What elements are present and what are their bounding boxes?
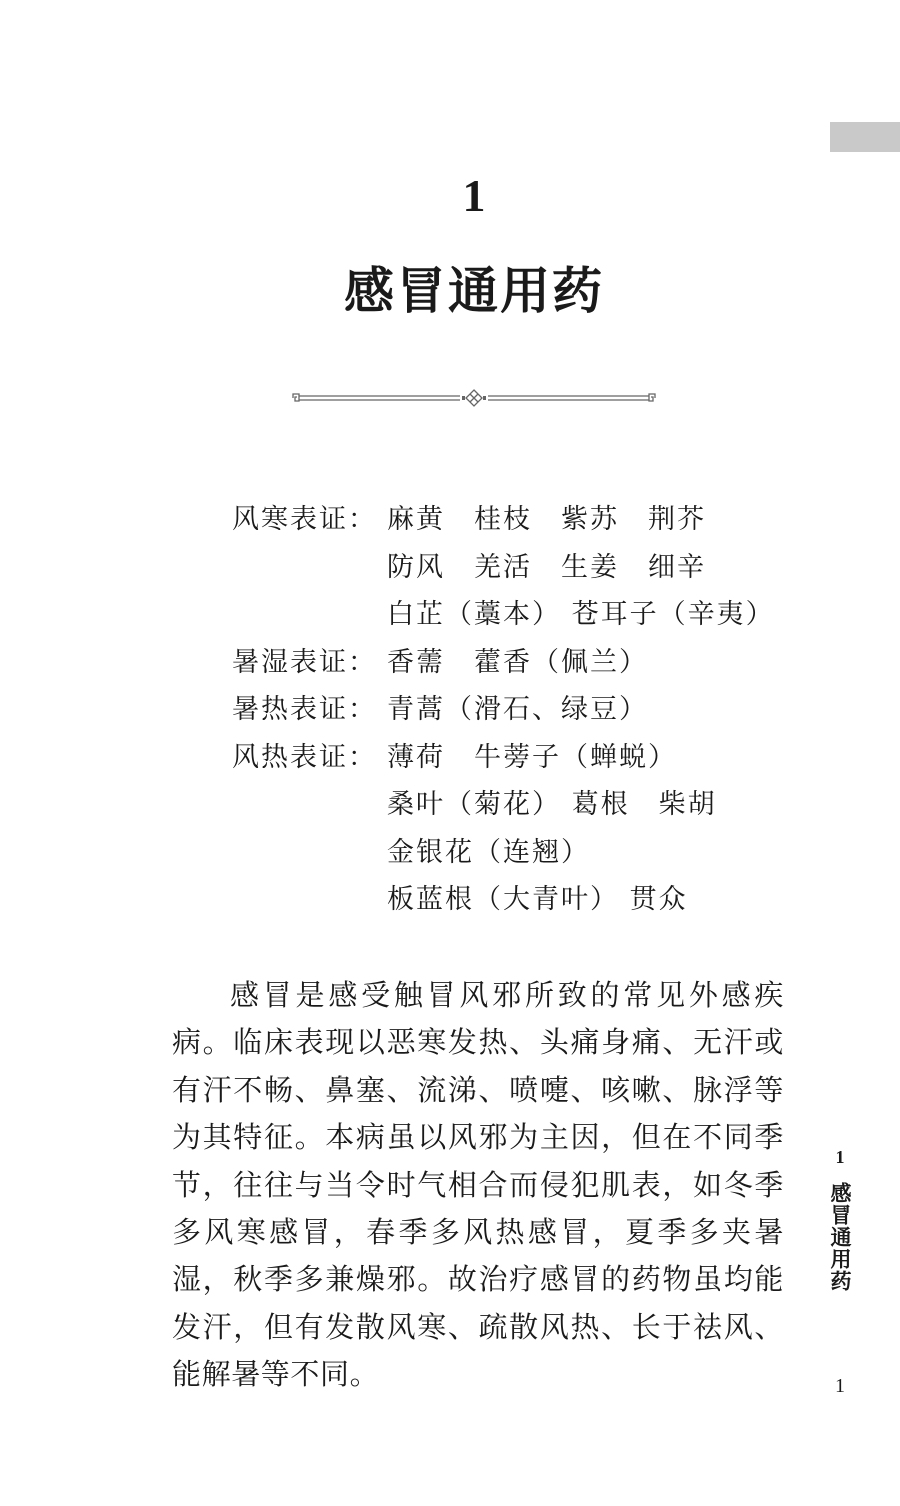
herb-line: 青蒿（滑石、绿豆） [387, 694, 648, 725]
chapter-title: 感冒通用药 [344, 261, 604, 320]
herb-line: 金银花（连翘） [387, 836, 590, 868]
herb-group-label: 暑湿表证： [232, 646, 377, 678]
herb-line: 桑叶（菊花） 葛根 柴胡 [387, 789, 717, 820]
herb-line: 白芷（藁本） 苍耳子（辛夷） [387, 599, 775, 630]
chapter-thumb-tab [830, 122, 900, 152]
running-chapter-number: 1 [835, 1147, 845, 1167]
herb-line: 薄荷 牛蒡子（蝉蜕） [387, 741, 677, 773]
herb-list [232, 496, 812, 924]
herb-group-wind-heat [232, 734, 812, 924]
herb-group-summer-damp [232, 639, 812, 687]
herb-group-label: 暑热表证： [232, 694, 377, 725]
herb-group-label: 风寒表证： [232, 504, 377, 535]
body-paragraph: 感冒是感受触冒风邪所致的常见外感疾病。临床表现以恶寒发热、头痛身痛、无汗或有汗不畅、鼻塞、流涕、喷嚏、咳嗽、脉浮等为其特征。本病虽以风邪为主因，但在不同季节，往往与当令时气相合而侵犯肌表，如冬季多风寒感冒，春季多风热感冒，夏季多夹暑湿，秋季多兼燥邪。故治疗感冒的药物虽均能发汗，但有发散风寒、疏散风热、长于祛风、能解暑等不同。 [172, 978, 784, 1392]
herb-line: 香薷 藿香（佩兰） [387, 646, 648, 678]
herb-group-summer-heat [232, 686, 812, 734]
herb-line: 防风 羌活 生姜 细辛 [387, 551, 706, 583]
decorative-divider [290, 386, 658, 410]
herb-line: 麻黄 桂枝 紫苏 荆芥 [387, 504, 706, 535]
chapter-number: 1 [462, 170, 486, 221]
herb-group-wind-cold [232, 496, 812, 639]
page-number: 1 [835, 1375, 845, 1397]
running-chapter-title: 感冒通用药 [828, 1182, 853, 1292]
herb-group-label: 风热表证： [232, 741, 377, 773]
herb-line: 板蓝根（大青叶） 贯众 [387, 884, 688, 915]
